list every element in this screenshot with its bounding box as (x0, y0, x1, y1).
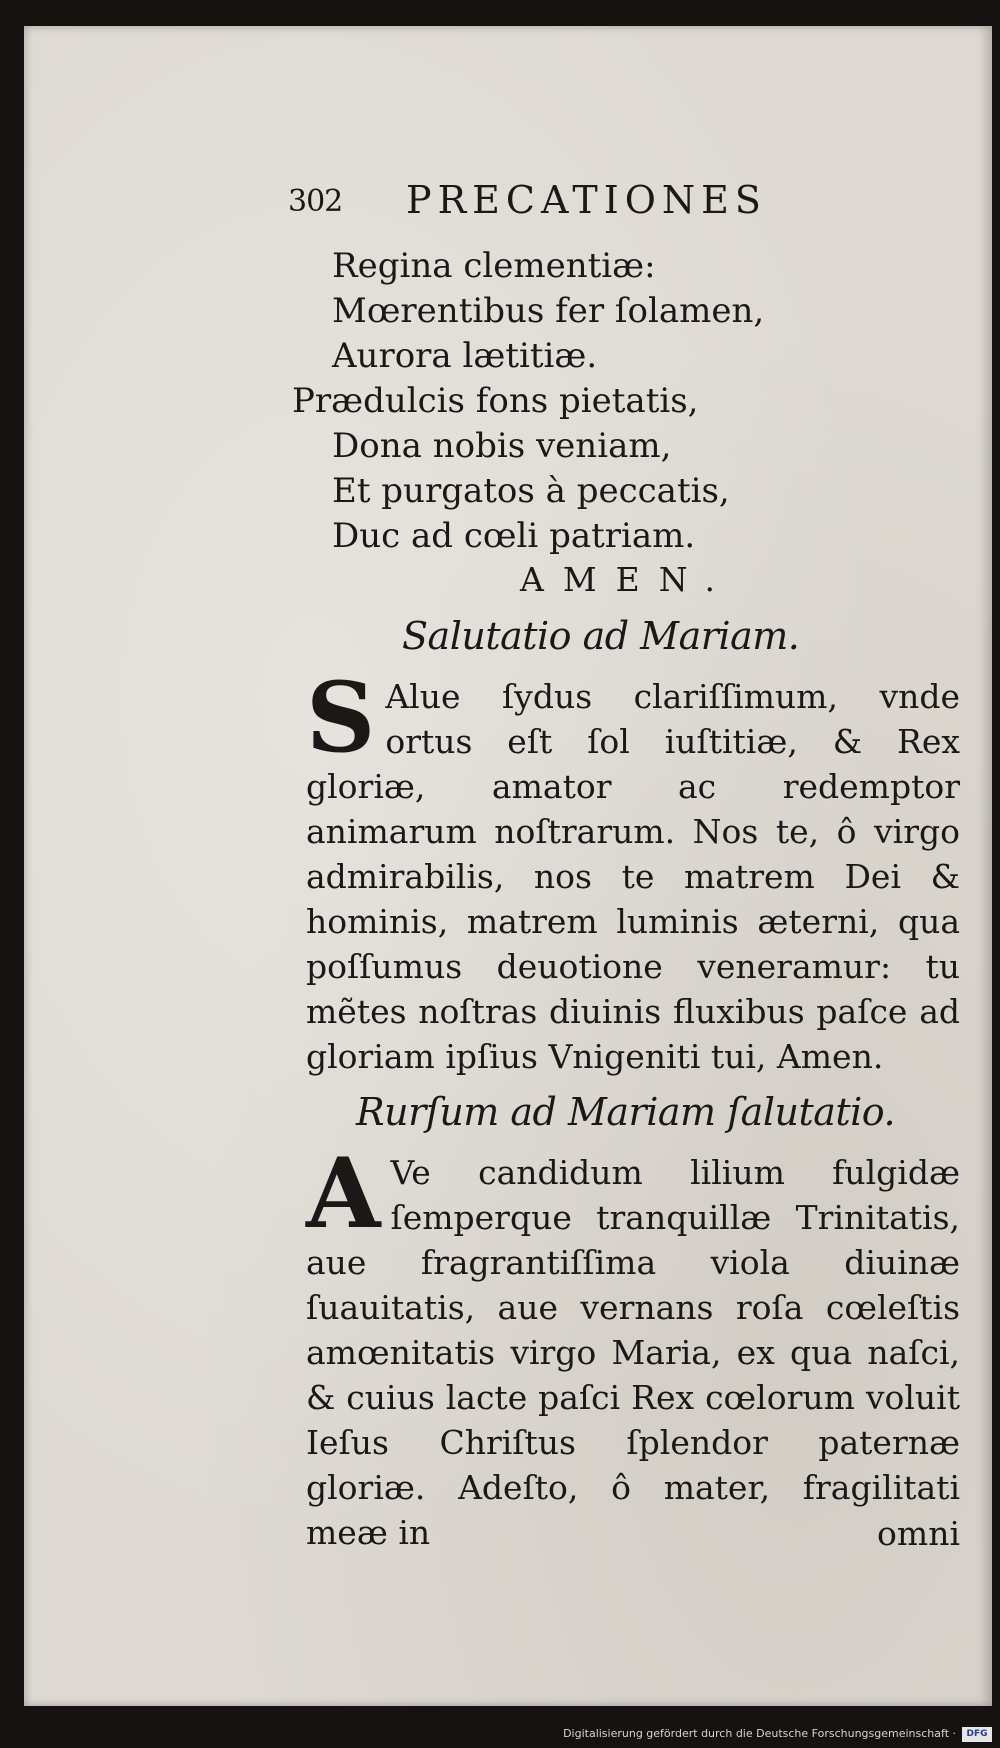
section-title-rursum: Rurſum ad Mariam ſalutatio. (356, 1090, 896, 1134)
verse-line: Duc ad cœli patriam. (332, 516, 696, 556)
prayer-body: Ve candidum lilium fulgidæ ſemperque tranquillæ Trinitatis, aue fragrantiſſima viola diuinæ ſuauitatis, aue vernans roſa cœleſtis amœnitatis virgo Maria, ex qua naſci, & cuius lacte paſci Rex cœlorum voluit Ieſus Chriſtus ſplendor paternæ gloriæ. Adeſto, ô mater, fragilitati meæ in (306, 1153, 960, 1552)
dfg-logo: DFG (962, 1727, 992, 1742)
prayer-body: Alue ſydus clariſſimum, vnde ortus eſt ſol iuſtitiæ, & Rex gloriæ, amator ac redemptor animarum noſtrarum. Nos te, ô virgo admirabilis, nos te matrem Dei & hominis, matrem luminis æterni, qua poſſumus deuotione veneramur: tu mẽtes noſtras diuinis fluxibus paſce ad gloriam ipſius Vnigeniti tui, Amen. (306, 677, 960, 1076)
prayer-text-salutatio (306, 661, 960, 1084)
verse-line: Prædulcis fons pietatis, (292, 381, 699, 421)
running-title: PRECATIONES (406, 178, 767, 222)
section-title-salutatio: Salutatio ad Mariam. (402, 614, 800, 658)
dropcap: S (306, 661, 376, 774)
verse-line: Aurora lætitiæ. (332, 336, 598, 376)
verse-line: Dona nobis veniam, (332, 426, 672, 466)
catchword: omni (877, 1514, 960, 1553)
page-number: 302 (288, 184, 343, 219)
hymn-verse (292, 244, 932, 559)
verse-line: Et purgatos à peccatis, (332, 471, 730, 511)
verse-line: Mœrentibus fer ſolamen, (332, 291, 765, 331)
prayer-text-rursum (306, 1137, 960, 1552)
digitization-credit: Digitalisierung gefördert durch die Deutsche Forschungsgemeinschaft · (563, 1727, 956, 1740)
amen: AMEN. (520, 560, 734, 599)
verse-line: Regina clementiæ: (332, 246, 656, 286)
page-header (288, 178, 848, 228)
dropcap: A (306, 1137, 381, 1250)
